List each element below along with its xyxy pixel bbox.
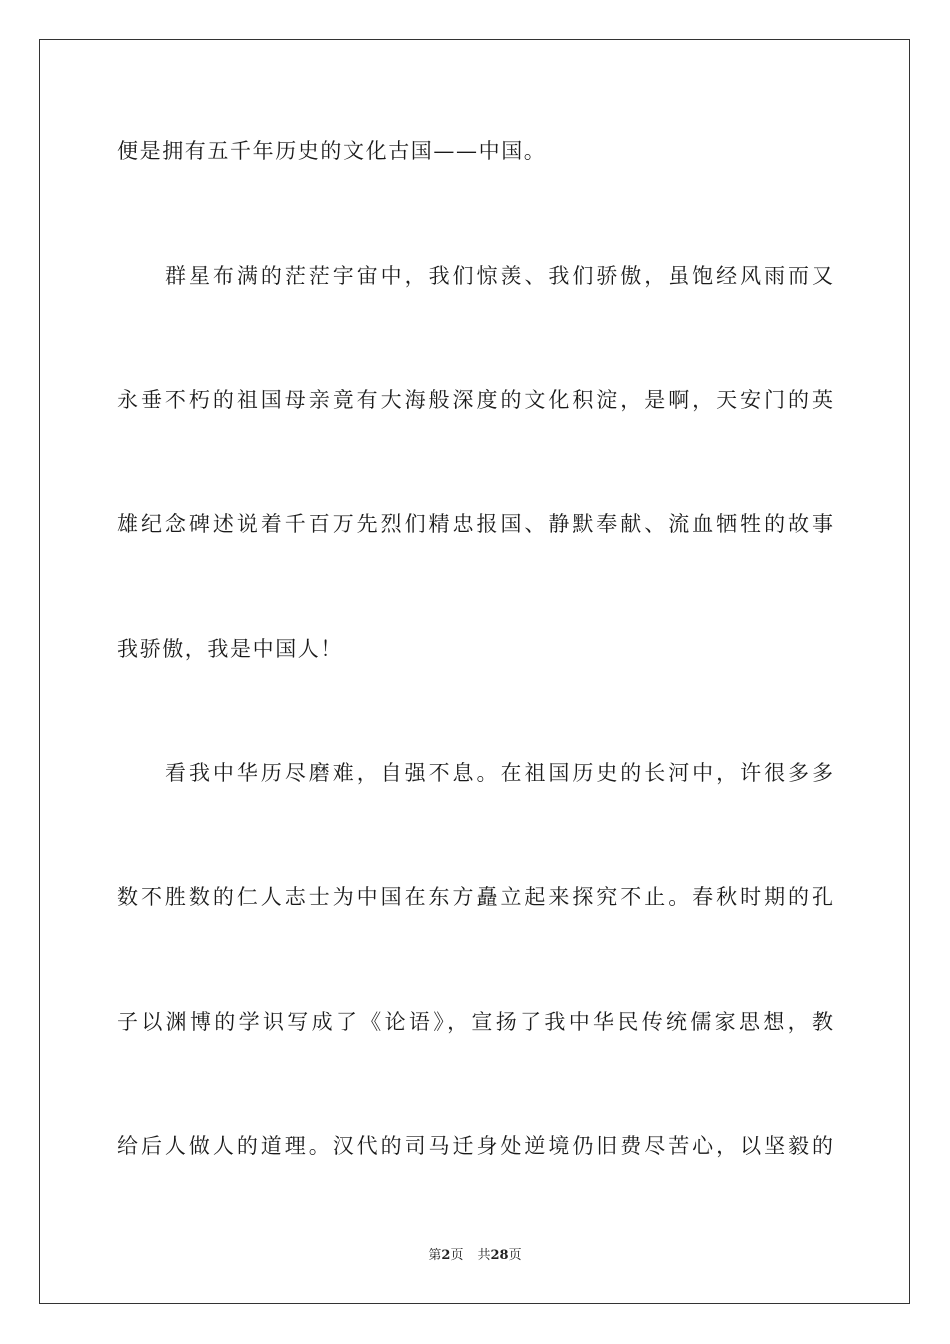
page-footer bbox=[0, 1247, 950, 1265]
text-line-3: 永垂不朽的祖国母亲竟有大海般深度的文化积淀，是啊，天安门的英 bbox=[117, 388, 833, 412]
total-prefix: 共 bbox=[477, 1248, 491, 1263]
page-frame bbox=[39, 39, 910, 1304]
text-line-4: 雄纪念碑述说着千百万先烈们精忠报国、静默奉献、流血牺牲的故事 bbox=[117, 512, 833, 536]
page-suffix: 页 bbox=[450, 1248, 464, 1263]
page-number: 2 bbox=[441, 1248, 451, 1263]
text-line-5: 我骄傲，我是中国人！ bbox=[117, 637, 343, 661]
text-line-7: 数不胜数的仁人志士为中国在东方矗立起来探究不止。春秋时期的孔 bbox=[117, 885, 833, 909]
text-line-1: 便是拥有五千年历史的文化古国——中国。 bbox=[117, 139, 547, 163]
total-suffix: 页 bbox=[508, 1248, 522, 1263]
text-line-9: 给后人做人的道理。汉代的司马迁身处逆境仍旧费尽苦心，以坚毅的 bbox=[117, 1134, 833, 1158]
page-prefix: 第 bbox=[428, 1248, 442, 1263]
text-line-8: 子以渊博的学识写成了《论语》，宣扬了我中华民传统儒家思想，教 bbox=[117, 1010, 833, 1034]
text-line-6: 看我中华历尽磨难，自强不息。在祖国历史的长河中，许很多多 bbox=[165, 761, 833, 785]
total-pages: 28 bbox=[490, 1248, 509, 1263]
text-line-2: 群星布满的茫茫宇宙中，我们惊羡、我们骄傲，虽饱经风雨而又 bbox=[165, 264, 833, 288]
